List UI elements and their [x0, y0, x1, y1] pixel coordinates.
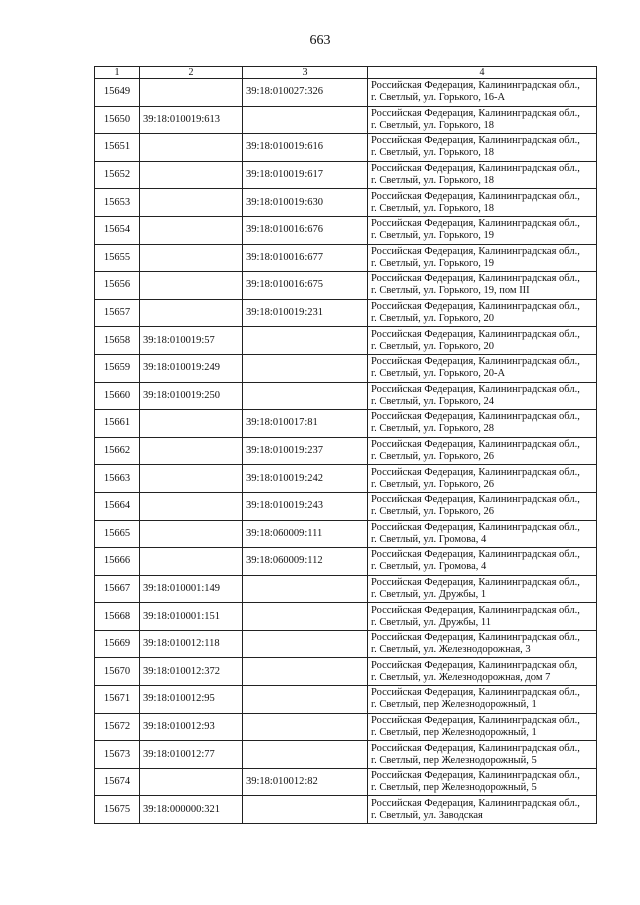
cadastral-number-cell [243, 713, 368, 741]
table-row [95, 106, 597, 134]
cadastral-number-cell: 39:18:010017:81 [243, 410, 368, 438]
cadastral-number-cell [140, 189, 243, 217]
address-cell [368, 134, 597, 162]
address-cell [368, 575, 597, 603]
table-row [95, 299, 597, 327]
address-line: г. Светлый, ул. Горького, 26 [371, 506, 495, 518]
table-row [95, 134, 597, 162]
table-row [95, 548, 597, 576]
cadastral-number-cell [140, 768, 243, 796]
address-line: Российская Федерация, Калининградская обл., [371, 466, 580, 478]
address-line: г. Светлый, ул. Дружбы, 11 [371, 616, 491, 628]
address-line: Российская Федерация, Калининградская обл., [371, 411, 580, 423]
address-line: г. Светлый, ул. Заводская [371, 809, 483, 821]
row-number-cell: 15666 [95, 548, 140, 576]
address-line: Российская Федерация, Калининградская обл, [371, 659, 578, 671]
cadastral-number-cell: 39:18:010019:231 [243, 299, 368, 327]
row-number-cell: 15650 [95, 106, 140, 134]
table-row [95, 161, 597, 189]
cadastral-number-cell: 39:18:010019:237 [243, 437, 368, 465]
address-cell [368, 106, 597, 134]
address-line: Российская Федерация, Калининградская обл., [371, 576, 580, 588]
cadastral-number-cell [140, 244, 243, 272]
table-row [95, 520, 597, 548]
cadastral-number-cell [243, 630, 368, 658]
address-line: г. Светлый, ул. Горького, 16-А [371, 92, 506, 104]
address-line: Российская Федерация, Калининградская обл., [371, 356, 580, 368]
address-line: Российская Федерация, Калининградская обл., [371, 797, 580, 809]
row-number-cell: 15671 [95, 686, 140, 714]
cadastral-number-cell: 39:18:010016:677 [243, 244, 368, 272]
cadastral-number-cell: 39:18:000000:321 [140, 796, 243, 824]
address-cell [368, 713, 597, 741]
address-cell [368, 437, 597, 465]
row-number-cell: 15661 [95, 410, 140, 438]
cadastral-number-cell [140, 520, 243, 548]
cadastral-number-cell [140, 299, 243, 327]
address-cell [368, 79, 597, 107]
row-number-cell: 15653 [95, 189, 140, 217]
cadastral-number-cell: 39:18:060009:112 [243, 548, 368, 576]
row-number-cell: 15664 [95, 492, 140, 520]
address-line: г. Светлый, ул. Горького, 20 [371, 340, 495, 352]
table-row [95, 686, 597, 714]
table-row [95, 768, 597, 796]
row-number-cell: 15657 [95, 299, 140, 327]
row-number-cell: 15663 [95, 465, 140, 493]
address-line: Российская Федерация, Калининградская обл., [371, 632, 580, 644]
address-line: Российская Федерация, Калининградская обл., [371, 273, 580, 285]
table-row [95, 244, 597, 272]
row-number-cell: 15655 [95, 244, 140, 272]
cadastral-number-cell [243, 327, 368, 355]
row-number-cell: 15672 [95, 713, 140, 741]
column-header: 2 [140, 67, 243, 79]
address-line: г. Светлый, ул. Горького, 28 [371, 423, 495, 435]
address-line: Российская Федерация, Калининградская обл., [371, 190, 580, 202]
address-cell [368, 796, 597, 824]
address-cell [368, 354, 597, 382]
address-line: г. Светлый, ул. Дружбы, 1 [371, 588, 487, 600]
table-row [95, 382, 597, 410]
table-row [95, 354, 597, 382]
address-line: Российская Федерация, Калининградская обл., [371, 80, 580, 92]
cadastral-number-cell [140, 437, 243, 465]
table-row [95, 327, 597, 355]
table-row [95, 796, 597, 824]
cadastral-number-cell [243, 382, 368, 410]
cadastral-number-cell: 39:18:010019:57 [140, 327, 243, 355]
address-line: г. Светлый, ул. Железнодорожная, 3 [371, 644, 531, 656]
address-line: Российская Федерация, Калининградская обл., [371, 439, 580, 451]
cadastral-number-cell [243, 575, 368, 603]
address-line: г. Светлый, ул. Горького, 20 [371, 313, 495, 325]
address-line: Российская Федерация, Калининградская обл., [371, 742, 580, 754]
address-line: г. Светлый, ул. Горького, 20-А [371, 368, 506, 380]
address-cell [368, 603, 597, 631]
cadastral-number-cell: 39:18:010016:675 [243, 272, 368, 300]
cadastral-number-cell [140, 492, 243, 520]
address-cell [368, 410, 597, 438]
row-number-cell: 15668 [95, 603, 140, 631]
address-cell [368, 630, 597, 658]
table-row [95, 492, 597, 520]
row-number-cell: 15675 [95, 796, 140, 824]
address-cell [368, 548, 597, 576]
table-row [95, 79, 597, 107]
cadastral-number-cell: 39:18:010019:613 [140, 106, 243, 134]
cadastral-number-cell [140, 548, 243, 576]
cadastral-number-cell: 39:18:010012:77 [140, 741, 243, 769]
row-number-cell: 15670 [95, 658, 140, 686]
row-number-cell: 15669 [95, 630, 140, 658]
address-line: Российская Федерация, Калининградская обл., [371, 494, 580, 506]
cadastral-number-cell [243, 354, 368, 382]
address-line: г. Светлый, пер Железнодорожный, 5 [371, 754, 537, 766]
table-row [95, 272, 597, 300]
table-row [95, 437, 597, 465]
cadastral-number-cell: 39:18:060009:111 [243, 520, 368, 548]
page-number: 663 [309, 33, 331, 48]
cadastral-number-cell: 39:18:010012:82 [243, 768, 368, 796]
cadastral-number-cell: 39:18:010019:617 [243, 161, 368, 189]
cadastral-number-cell: 39:18:010001:149 [140, 575, 243, 603]
address-line: г. Светлый, пер Железнодорожный, 1 [371, 726, 537, 738]
row-number-cell: 15649 [95, 79, 140, 107]
table-row [95, 465, 597, 493]
column-header: 1 [95, 67, 140, 79]
address-line: Российская Федерация, Калининградская обл., [371, 245, 580, 257]
address-cell [368, 244, 597, 272]
row-number-cell: 15652 [95, 161, 140, 189]
address-cell [368, 161, 597, 189]
address-line: Российская Федерация, Калининградская обл., [371, 328, 580, 340]
table-row [95, 658, 597, 686]
address-line: Российская Федерация, Калининградская обл., [371, 383, 580, 395]
address-cell [368, 327, 597, 355]
address-cell [368, 465, 597, 493]
cadastral-number-cell [140, 161, 243, 189]
table-row [95, 410, 597, 438]
address-line: г. Светлый, пер Железнодорожный, 5 [371, 782, 537, 794]
address-cell [368, 299, 597, 327]
table-row [95, 630, 597, 658]
address-line: Российская Федерация, Калининградская обл., [371, 770, 580, 782]
address-line: г. Светлый, ул. Горького, 18 [371, 175, 495, 187]
cadastral-number-cell: 39:18:010012:95 [140, 686, 243, 714]
cadastral-number-cell [243, 603, 368, 631]
table-row [95, 713, 597, 741]
address-line: Российская Федерация, Калининградская обл., [371, 549, 580, 561]
row-number-cell: 15659 [95, 354, 140, 382]
address-line: Российская Федерация, Калининградская обл., [371, 135, 580, 147]
cadastral-number-cell [243, 658, 368, 686]
table-row [95, 603, 597, 631]
address-cell [368, 189, 597, 217]
cadastral-number-cell [243, 686, 368, 714]
address-line: Российская Федерация, Калининградская обл., [371, 521, 580, 533]
cadastral-number-cell: 39:18:010012:118 [140, 630, 243, 658]
table-header-row [95, 67, 597, 79]
table-row [95, 189, 597, 217]
row-number-cell: 15656 [95, 272, 140, 300]
address-cell [368, 382, 597, 410]
address-line: Российская Федерация, Калининградская обл., [371, 714, 580, 726]
cadastral-number-cell [140, 134, 243, 162]
cadastral-number-cell: 39:18:010027:326 [243, 79, 368, 107]
table-row [95, 216, 597, 244]
cadastral-number-cell [140, 216, 243, 244]
cadastral-number-cell: 39:18:010019:249 [140, 354, 243, 382]
address-line: Российская Федерация, Калининградская обл., [371, 687, 580, 699]
table-row [95, 575, 597, 603]
row-number-cell: 15651 [95, 134, 140, 162]
row-number-cell: 15674 [95, 768, 140, 796]
cadastral-number-cell [140, 410, 243, 438]
address-line: г. Светлый, ул. Горького, 18 [371, 147, 495, 159]
column-header: 4 [368, 67, 597, 79]
address-line: г. Светлый, пер Железнодорожный, 1 [371, 699, 537, 711]
table-row [95, 741, 597, 769]
address-line: Российская Федерация, Калининградская обл., [371, 163, 580, 175]
address-line: Российская Федерация, Калининградская обл., [371, 107, 580, 119]
cadastral-number-cell: 39:18:010016:676 [243, 216, 368, 244]
address-line: г. Светлый, ул. Горького, 26 [371, 478, 495, 490]
cadastral-number-cell [140, 272, 243, 300]
cadastral-number-cell: 39:18:010012:93 [140, 713, 243, 741]
row-number-cell: 15667 [95, 575, 140, 603]
address-line: г. Светлый, ул. Горького, 19, пом III [371, 285, 530, 297]
address-line: г. Светлый, ул. Горького, 18 [371, 202, 495, 214]
cadastral-number-cell: 39:18:010019:250 [140, 382, 243, 410]
address-line: г. Светлый, ул. Горького, 26 [371, 451, 495, 463]
address-line: Российская Федерация, Калининградская обл., [371, 218, 580, 230]
address-cell [368, 520, 597, 548]
cadastral-number-cell [243, 741, 368, 769]
address-line: Российская Федерация, Калининградская обл., [371, 301, 580, 313]
cadastral-number-cell: 39:18:010019:243 [243, 492, 368, 520]
row-number-cell: 15665 [95, 520, 140, 548]
cadastral-number-cell: 39:18:010001:151 [140, 603, 243, 631]
cadastral-number-cell: 39:18:010019:242 [243, 465, 368, 493]
cadastral-number-cell: 39:18:010012:372 [140, 658, 243, 686]
address-line: г. Светлый, ул. Горького, 19 [371, 230, 495, 242]
row-number-cell: 15654 [95, 216, 140, 244]
address-line: г. Светлый, ул. Громова, 4 [371, 533, 487, 545]
address-line: г. Светлый, ул. Громова, 4 [371, 561, 487, 573]
address-cell [368, 768, 597, 796]
address-cell [368, 216, 597, 244]
cadastral-number-cell: 39:18:010019:630 [243, 189, 368, 217]
address-cell [368, 492, 597, 520]
cadastral-number-cell [243, 796, 368, 824]
row-number-cell: 15662 [95, 437, 140, 465]
cadastral-number-cell [140, 465, 243, 493]
address-line: г. Светлый, ул. Горького, 24 [371, 395, 495, 407]
address-line: г. Светлый, ул. Железнодорожная, дом 7 [371, 671, 551, 683]
row-number-cell: 15658 [95, 327, 140, 355]
address-cell [368, 658, 597, 686]
cadastral-number-cell [243, 106, 368, 134]
row-number-cell: 15660 [95, 382, 140, 410]
column-header: 3 [243, 67, 368, 79]
address-line: г. Светлый, ул. Горького, 19 [371, 257, 495, 269]
row-number-cell: 15673 [95, 741, 140, 769]
cadastral-number-cell [140, 79, 243, 107]
cadastral-number-cell: 39:18:010019:616 [243, 134, 368, 162]
address-line: г. Светлый, ул. Горького, 18 [371, 119, 495, 131]
address-cell [368, 272, 597, 300]
address-line: Российская Федерация, Калининградская обл., [371, 604, 580, 616]
address-cell [368, 686, 597, 714]
address-cell [368, 741, 597, 769]
registry-table [94, 66, 597, 824]
